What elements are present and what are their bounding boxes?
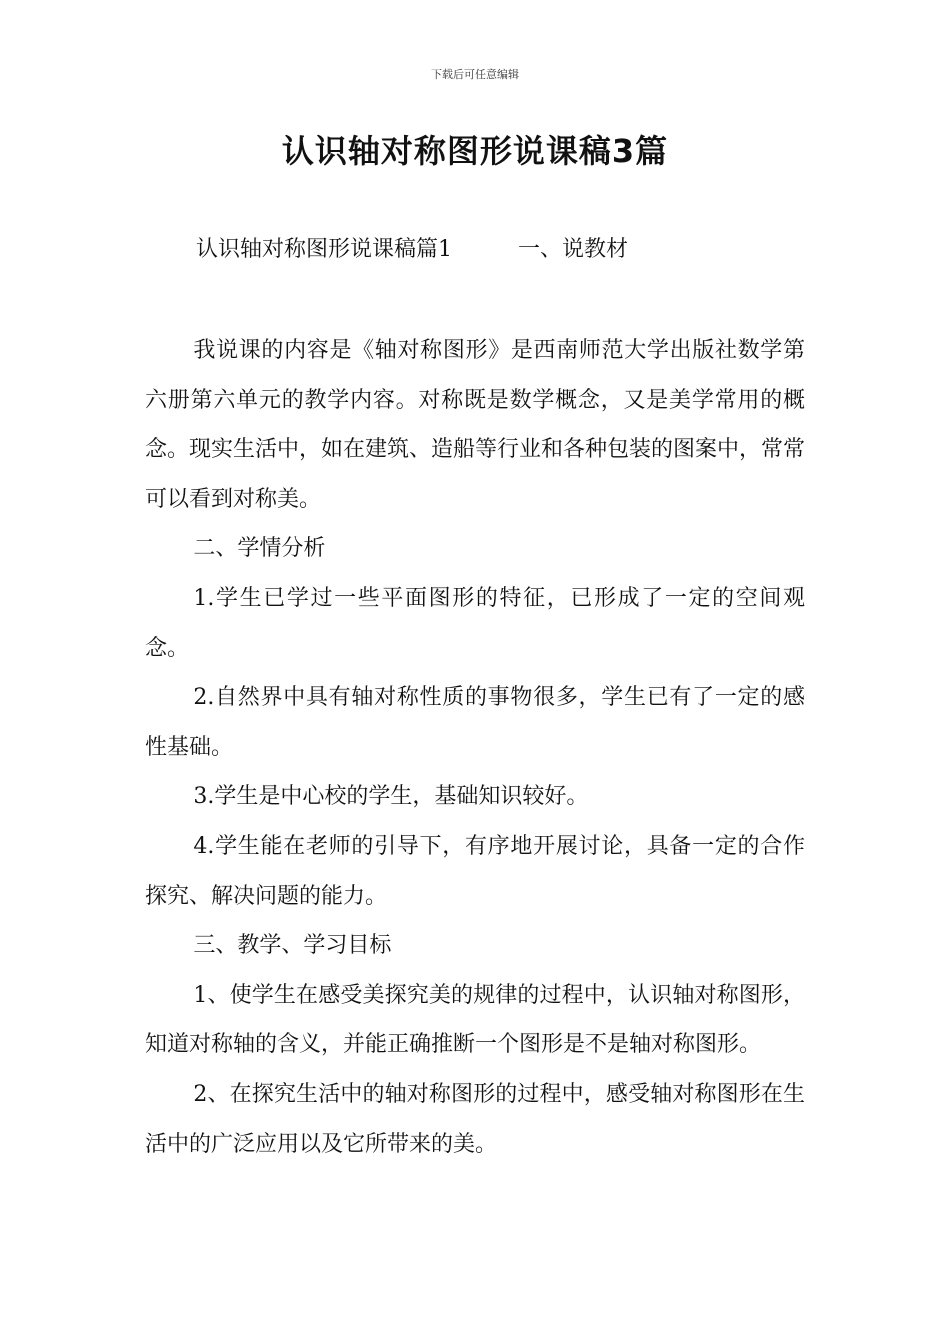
document-body	[145, 326, 805, 1169]
section-heading: 认识轴对称图形说课稿篇1 一、说教材	[196, 237, 628, 262]
paragraph-item-3: 3.学生是中心校的学生，基础知识较好。	[193, 784, 589, 810]
document-title: 认识轴对称图形说课稿3篇	[281, 132, 669, 170]
paragraph-goal-2: 2、在探究生活中的轴对称图形的过程中，感受轴对称图形在生活中的广泛应用以及它所带来的美。	[145, 1081, 805, 1157]
header-note: 下载后可任意编辑	[431, 68, 519, 81]
paragraph-item-4: 4.学生能在老师的引导下，有序地开展讨论，具备一定的合作探究、解决问题的能力。	[145, 833, 805, 909]
paragraph-item-1: 1.学生已学过一些平面图形的特征，已形成了一定的空间观念。	[145, 585, 805, 661]
heading-goals: 三、教学、学习目标	[193, 933, 392, 959]
paragraph-intro: 我说课的内容是《轴对称图形》是西南师范大学出版社数学第六册第六单元的教学内容。对称既是数学概念，又是美学常用的概念。现实生活中，如在建筑、造船等行业和各种包装的图案中，常常可以看到对称美。	[145, 338, 806, 512]
paragraph-item-2: 2.自然界中具有轴对称性质的事物很多，学生已有了一定的感性基础。	[145, 685, 805, 760]
paragraph-goal-1: 1、使学生在感受美探究美的规律的过程中，认识轴对称图形，知道对称轴的含义，并能正确推断一个图形是不是轴对称图形。	[145, 982, 805, 1058]
heading-student-analysis: 二、学情分析	[193, 536, 326, 562]
